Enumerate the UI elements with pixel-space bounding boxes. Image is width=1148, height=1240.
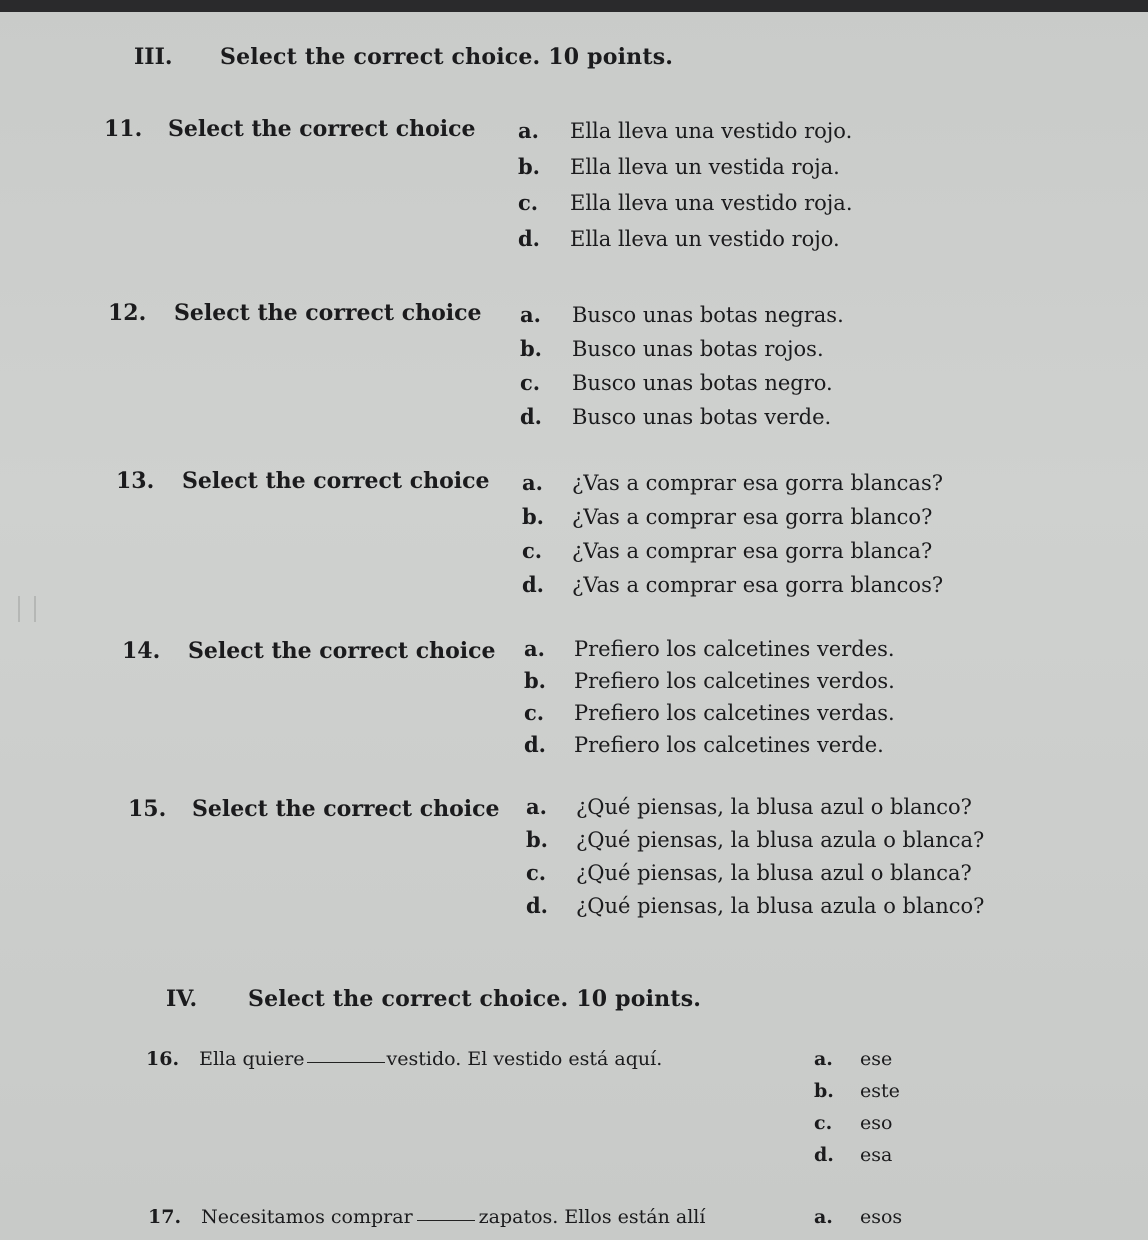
top-edge-bar <box>0 0 1148 12</box>
option-b[interactable]: b. Busco unas botas rojos. <box>520 336 824 361</box>
option-a[interactable]: a. ¿Qué piensas, la blusa azul o blanco? <box>526 794 972 819</box>
option-d[interactable]: d. Prefiero los calcetines verde. <box>524 732 884 757</box>
option-c[interactable]: c. eso <box>814 1112 893 1134</box>
option-a[interactable]: a. esos <box>814 1206 903 1228</box>
question-16-text-before: Ella quiere <box>199 1048 305 1070</box>
option-b[interactable]: b. Ella lleva un vestida roja. <box>518 154 840 179</box>
option-a[interactable]: a. ese <box>814 1048 893 1070</box>
option-b[interactable]: b. ¿Vas a comprar esa gorra blanco? <box>522 504 933 529</box>
option-c[interactable]: c. ¿Qué piensas, la blusa azul o blanca? <box>526 860 972 885</box>
option-d[interactable]: d. esa <box>814 1144 893 1166</box>
option-c[interactable]: c. ¿Vas a comprar esa gorra blanca? <box>522 538 933 563</box>
option-d[interactable]: d. Busco unas botas verde. <box>520 404 832 429</box>
question-14-prompt: Select the correct choice <box>188 638 496 664</box>
question-13-options <box>522 470 943 606</box>
option-a[interactable]: a. Busco unas botas negras. <box>520 302 844 327</box>
answer-blank[interactable] <box>417 1219 475 1221</box>
question-16-options <box>814 1048 900 1176</box>
option-d[interactable]: d. ¿Qué piensas, la blusa azula o blanco? <box>526 893 985 918</box>
question-13-number: 13. <box>116 468 155 494</box>
question-14-options <box>524 636 895 764</box>
option-c[interactable]: c. Prefiero los calcetines verdas. <box>524 700 895 725</box>
question-11-prompt: Select the correct choice <box>168 116 476 142</box>
option-a[interactable]: a. Ella lleva una vestido rojo. <box>518 118 853 143</box>
option-b[interactable]: b. ¿Qué piensas, la blusa azula o blanca? <box>526 827 985 852</box>
section-4-title: Select the correct choice. 10 points. <box>248 986 702 1012</box>
option-a[interactable]: a. ¿Vas a comprar esa gorra blancas? <box>522 470 943 495</box>
section-3-title: Select the correct choice. 10 points. <box>220 44 674 70</box>
option-c[interactable]: c. Ella lleva una vestido roja. <box>518 190 853 215</box>
question-13-prompt: Select the correct choice <box>182 468 490 494</box>
question-16-sentence <box>146 1048 662 1070</box>
section-4-numeral: IV. <box>166 986 198 1012</box>
question-15-number: 15. <box>128 796 167 822</box>
question-12-number: 12. <box>108 300 147 326</box>
option-c[interactable]: c. Busco unas botas negro. <box>520 370 833 395</box>
option-d[interactable]: d. Ella lleva un vestido rojo. <box>518 226 840 251</box>
option-a[interactable]: a. Prefiero los calcetines verdes. <box>524 636 895 661</box>
question-17-options <box>814 1206 902 1238</box>
question-14-number: 14. <box>122 638 161 664</box>
question-16-number: 16. <box>146 1048 180 1070</box>
option-b[interactable]: b. este <box>814 1080 900 1102</box>
question-11-options <box>518 118 853 262</box>
margin-mark <box>18 596 36 622</box>
option-d[interactable]: d. ¿Vas a comprar esa gorra blancos? <box>522 572 944 597</box>
question-12-options <box>520 302 844 438</box>
question-17-sentence <box>148 1206 705 1228</box>
section-3-numeral: III. <box>134 44 173 70</box>
question-11-number: 11. <box>104 116 143 142</box>
question-12-prompt: Select the correct choice <box>174 300 482 326</box>
question-15-prompt: Select the correct choice <box>192 796 500 822</box>
question-17-text-before: Necesitamos comprar <box>201 1206 413 1228</box>
question-17-text-after: zapatos. Ellos están allí <box>478 1206 706 1228</box>
option-b[interactable]: b. Prefiero los calcetines verdos. <box>524 668 895 693</box>
answer-blank[interactable] <box>307 1061 385 1063</box>
question-16-text-after: vestido. El vestido está aquí. <box>386 1048 663 1070</box>
question-15-options <box>526 794 984 926</box>
question-17-number: 17. <box>148 1206 182 1228</box>
